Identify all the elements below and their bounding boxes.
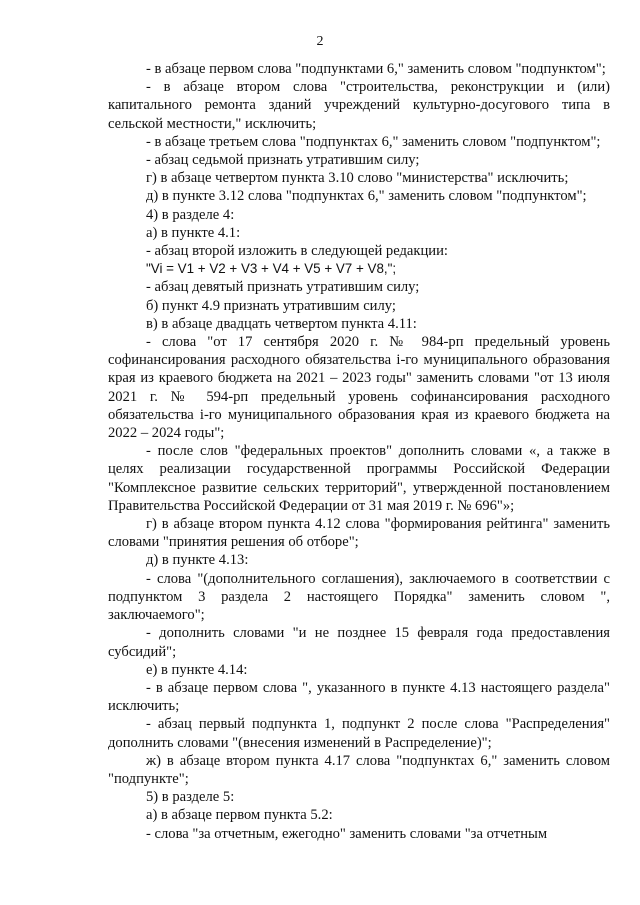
paragraph: - слова "от 17 сентября 2020 г. № 984-рп предельный уровень софинансирования расходного обязательства i-го муниципального образования края из краевого бюджета на 2021 – 2023 годы" заменить словами "от 13 июля 2021 г. № 594-рп предельный уровень софинансирования расходного обязательства i-го муниципального образования края из краевого бюджета на 2022 – 2024 годы"; <box>108 334 610 442</box>
paragraph: - после слов "федеральных проектов" дополнить словами «, а также в целях реализации государственной программы Российской Федерации "Комплексное развитие сельских территорий", утвержденной постановлением Правительства Российской Федерации от 31 мая 2019 г. № 696"»; <box>108 443 610 514</box>
paragraph: ж) в абзаце втором пункта 4.17 слова "подпунктах 6," заменить словом "подпункте"; <box>108 752 610 787</box>
paragraph: - абзац первый подпункта 1, подпункт 2 после слова "Распределения" дополнить словами "(внесения изменений в Распределение)"; <box>108 716 610 751</box>
paragraph: 4) в разделе 4: <box>146 206 235 223</box>
paragraph: - в абзаце третьем слова "подпунктах 6," заменить словом "подпунктом"; <box>146 133 601 150</box>
formula-paragraph: "Vi = V1 + V2 + V3 + V4 + V5 + V7 + V8,"; <box>146 261 397 277</box>
paragraph: - в абзаце первом слова "подпунктами 6," заменить словом "подпунктом"; <box>146 61 606 77</box>
paragraph: - абзац второй изложить в следующей редакции: <box>146 243 448 260</box>
paragraph: - дополнить словами "и не позднее 15 февраля года предоставления субсидий"; <box>108 625 610 660</box>
paragraph: - слова "за отчетным, ежегодно" заменить словами "за отчетным <box>146 825 548 842</box>
document-body <box>108 60 610 843</box>
paragraph: б) пункт 4.9 признать утратившим силу; <box>146 297 396 314</box>
paragraph: - абзац девятый признать утратившим силу; <box>146 279 420 296</box>
paragraph: а) в пункте 4.1: <box>146 224 241 241</box>
paragraph: е) в пункте 4.14: <box>146 661 248 678</box>
paragraph: д) в пункте 4.13: <box>146 552 249 569</box>
paragraph: 5) в разделе 5: <box>146 789 235 806</box>
paragraph: а) в абзаце первом пункта 5.2: <box>146 807 333 824</box>
paragraph: д) в пункте 3.12 слова "подпунктах 6," заменить словом "подпунктом"; <box>146 188 587 205</box>
paragraph: - слова "(дополнительного соглашения), заключаемого в соответствии с подпунктом 3 раздела 2 настоящего Порядка" заменить словом ", заключаемого"; <box>108 570 610 624</box>
paragraph: - абзац седьмой признать утратившим силу; <box>146 152 420 169</box>
paragraph: - в абзаце первом слова ", указанного в пункте 4.13 настоящего раздела" исключить; <box>108 679 610 715</box>
paragraph: г) в абзаце втором пункта 4.12 слова "формирования рейтинга" заменить словами "принятия решения об отборе"; <box>108 516 610 551</box>
paragraph: - в абзаце втором слова "строительства, реконструкции и (или) капитального ремонта зданий учреждений культурно-досугового типа в сельской местности," исключить; <box>108 79 610 132</box>
page-number: 2 <box>316 34 324 49</box>
paragraph: г) в абзаце четвертом пункта 3.10 слово "министерства" исключить; <box>146 170 569 187</box>
paragraph: в) в абзаце двадцать четвертом пункта 4.11: <box>146 315 417 332</box>
